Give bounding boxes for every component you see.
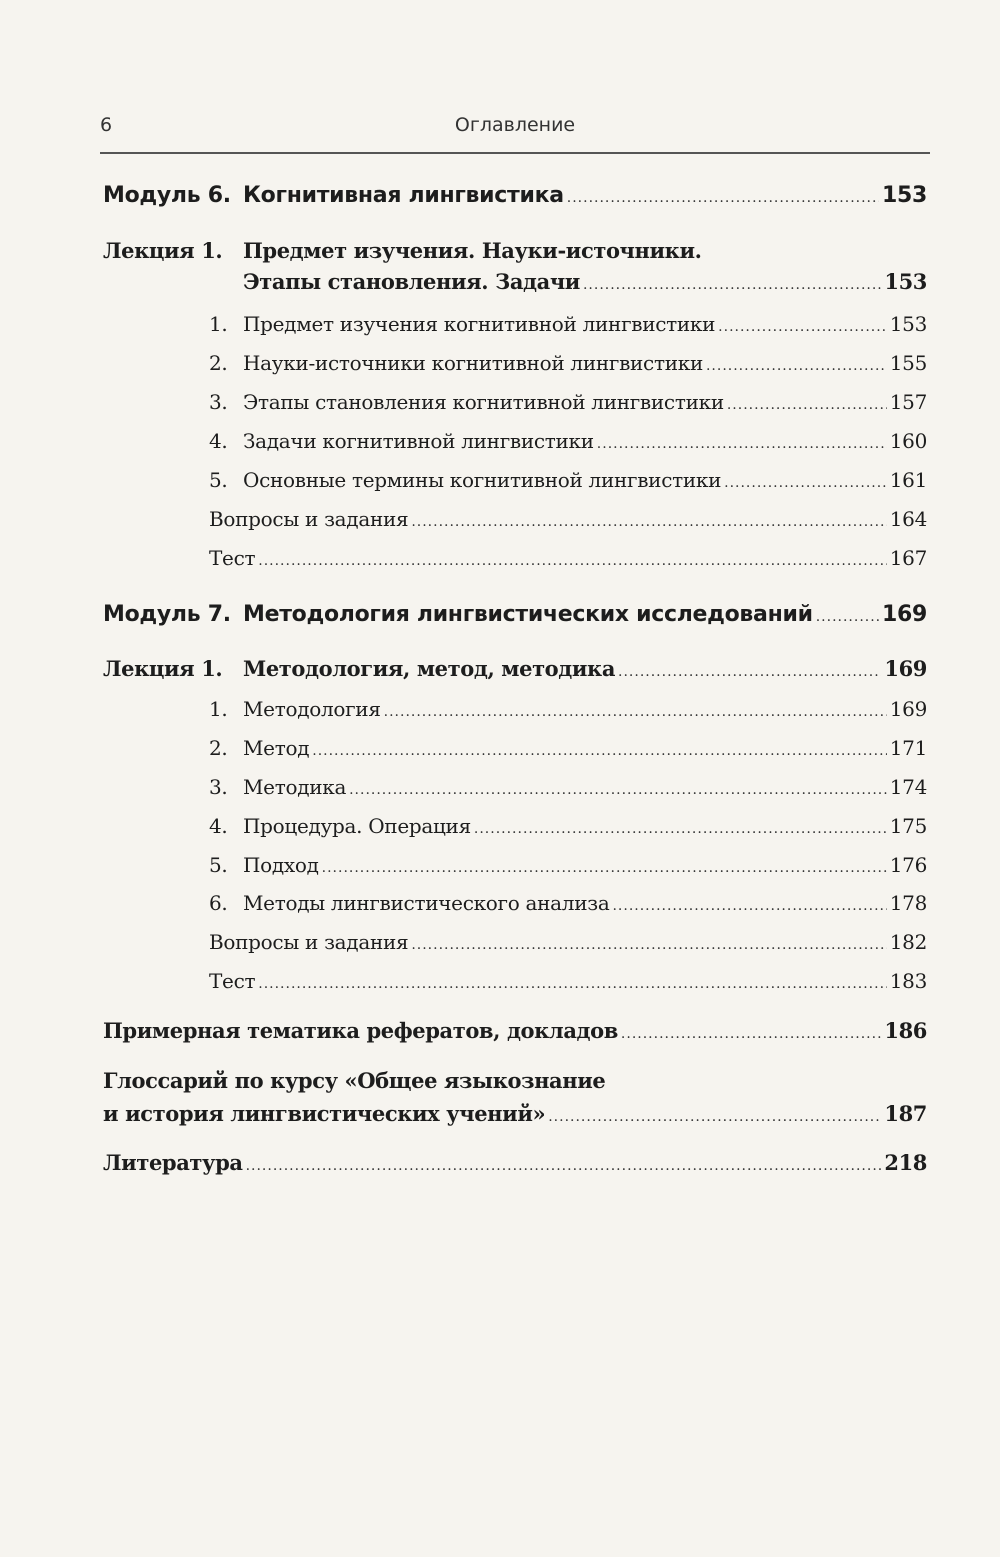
lecture-title: Методология, метод, методика [243, 656, 616, 681]
item-page: 183 [889, 969, 927, 993]
item-page: 153 [889, 312, 927, 336]
leader-dots [349, 782, 887, 798]
leader-dots [474, 821, 887, 837]
item-page: 169 [889, 697, 927, 721]
item-page: 175 [889, 814, 927, 838]
entry-title-cont: и история лингвистических учений» [103, 1101, 546, 1126]
item-text: Этапы становления когнитивной лингвистики [243, 390, 724, 414]
entry-page: 169 [884, 656, 927, 681]
item-page: 171 [889, 736, 927, 760]
item-number: 2. [209, 736, 228, 760]
item-text: Тест [209, 546, 256, 570]
toc-item-questions[interactable] [209, 507, 927, 531]
entry-title: Литература [103, 1150, 243, 1175]
leader-dots [411, 514, 886, 530]
leader-dots [567, 190, 879, 206]
item-number: 1. [209, 312, 228, 336]
item-number: 5. [209, 853, 228, 877]
toc-item[interactable] [209, 814, 927, 838]
leader-dots [816, 609, 879, 625]
toc-entry-literature[interactable] [103, 1150, 927, 1175]
entry-page: 186 [884, 1018, 927, 1043]
leader-dots [724, 475, 887, 491]
item-number: 6. [209, 891, 228, 915]
item-number: 2. [209, 351, 228, 375]
entry-page: 187 [884, 1101, 927, 1126]
item-page: 178 [889, 891, 927, 915]
item-text: Основные термины когнитивной лингвистики [243, 468, 722, 492]
item-page: 164 [889, 507, 927, 531]
toc-item[interactable] [209, 853, 927, 877]
toc-entry-topics[interactable] [103, 1018, 927, 1043]
leader-dots [411, 937, 886, 953]
item-number: 3. [209, 390, 228, 414]
lecture-label: Лекция 1. [103, 656, 223, 681]
entry-title: Примерная тематика рефератов, докладов [103, 1018, 618, 1043]
toc-item-test[interactable] [209, 969, 927, 993]
leader-dots [727, 397, 887, 413]
running-title: Оглавление [454, 114, 576, 136]
item-number: 4. [209, 814, 228, 838]
leader-dots [312, 743, 886, 759]
item-number: 5. [209, 468, 228, 492]
item-page: 157 [889, 390, 927, 414]
page-header [100, 114, 930, 148]
item-number: 4. [209, 429, 228, 453]
entry-page: 218 [884, 1150, 927, 1175]
item-text: Вопросы и задания [209, 930, 409, 954]
toc-entry-lecture[interactable] [103, 656, 927, 681]
item-text: Задачи когнитивной лингвистики [243, 429, 594, 453]
module-title: Методология лингвистических исследований [243, 602, 813, 627]
item-page: 176 [889, 853, 927, 877]
entry-page: 153 [884, 269, 927, 294]
item-text: Методы лингвистического анализа [243, 891, 610, 915]
item-text: Подход [243, 853, 319, 877]
toc-entry-module-7[interactable] [103, 602, 927, 627]
entry-page: 169 [881, 602, 927, 627]
leader-dots [384, 704, 887, 720]
toc-entry-module-6[interactable] [103, 183, 927, 208]
toc-item[interactable] [209, 429, 927, 453]
lecture-title: Предмет изучения. Науки-источники. [243, 238, 702, 263]
toc-item[interactable] [209, 736, 927, 760]
leader-dots [583, 277, 881, 293]
toc-item[interactable] [209, 891, 927, 915]
leader-dots [718, 319, 887, 335]
leader-dots [618, 664, 881, 680]
item-page: 155 [889, 351, 927, 375]
leader-dots [621, 1026, 881, 1042]
item-number: 3. [209, 775, 228, 799]
toc-item[interactable] [209, 351, 927, 375]
toc-item[interactable] [209, 697, 927, 721]
toc-entry-lecture-title-line2[interactable] [243, 269, 927, 294]
entry-title: Глоссарий по курсу «Общее языкознание [103, 1068, 606, 1093]
lecture-label: Лекция 1. [103, 238, 223, 263]
header-rule [100, 152, 930, 154]
toc-item-questions[interactable] [209, 930, 927, 954]
toc-entry-lecture-title-line1[interactable] [103, 238, 927, 263]
module-title: Когнитивная лингвистика [243, 183, 564, 208]
module-label: Модуль 7. [103, 602, 231, 627]
toc-entry-glossary-line2[interactable] [103, 1101, 927, 1126]
item-text: Процедура. Операция [243, 814, 471, 838]
toc-item[interactable] [209, 775, 927, 799]
toc-item-test[interactable] [209, 546, 927, 570]
item-text: Методика [243, 775, 347, 799]
item-text: Предмет изучения когнитивной лингвистики [243, 312, 716, 336]
item-number: 1. [209, 697, 228, 721]
module-label: Модуль 6. [103, 183, 231, 208]
item-text: Науки-источники когнитивной лингвистики [243, 351, 703, 375]
item-text: Вопросы и задания [209, 507, 409, 531]
toc-item[interactable] [209, 390, 927, 414]
leader-dots [612, 898, 886, 914]
leader-dots [258, 553, 886, 569]
toc-item[interactable] [209, 312, 927, 336]
item-page: 160 [889, 429, 927, 453]
item-page: 174 [889, 775, 927, 799]
item-page: 161 [889, 468, 927, 492]
entry-page: 153 [881, 183, 927, 208]
toc-item[interactable] [209, 468, 927, 492]
leader-dots [246, 1158, 882, 1174]
leader-dots [258, 976, 886, 992]
lecture-title-cont: Этапы становления. Задачи [243, 269, 580, 294]
leader-dots [706, 358, 887, 374]
toc-entry-glossary-line1[interactable] [103, 1068, 927, 1093]
item-text: Тест [209, 969, 256, 993]
item-page: 182 [889, 930, 927, 954]
item-page: 167 [889, 546, 927, 570]
leader-dots [548, 1109, 881, 1125]
leader-dots [322, 860, 887, 876]
page-number: 6 [100, 114, 113, 136]
item-text: Метод [243, 736, 310, 760]
leader-dots [597, 436, 887, 452]
item-text: Методология [243, 697, 381, 721]
